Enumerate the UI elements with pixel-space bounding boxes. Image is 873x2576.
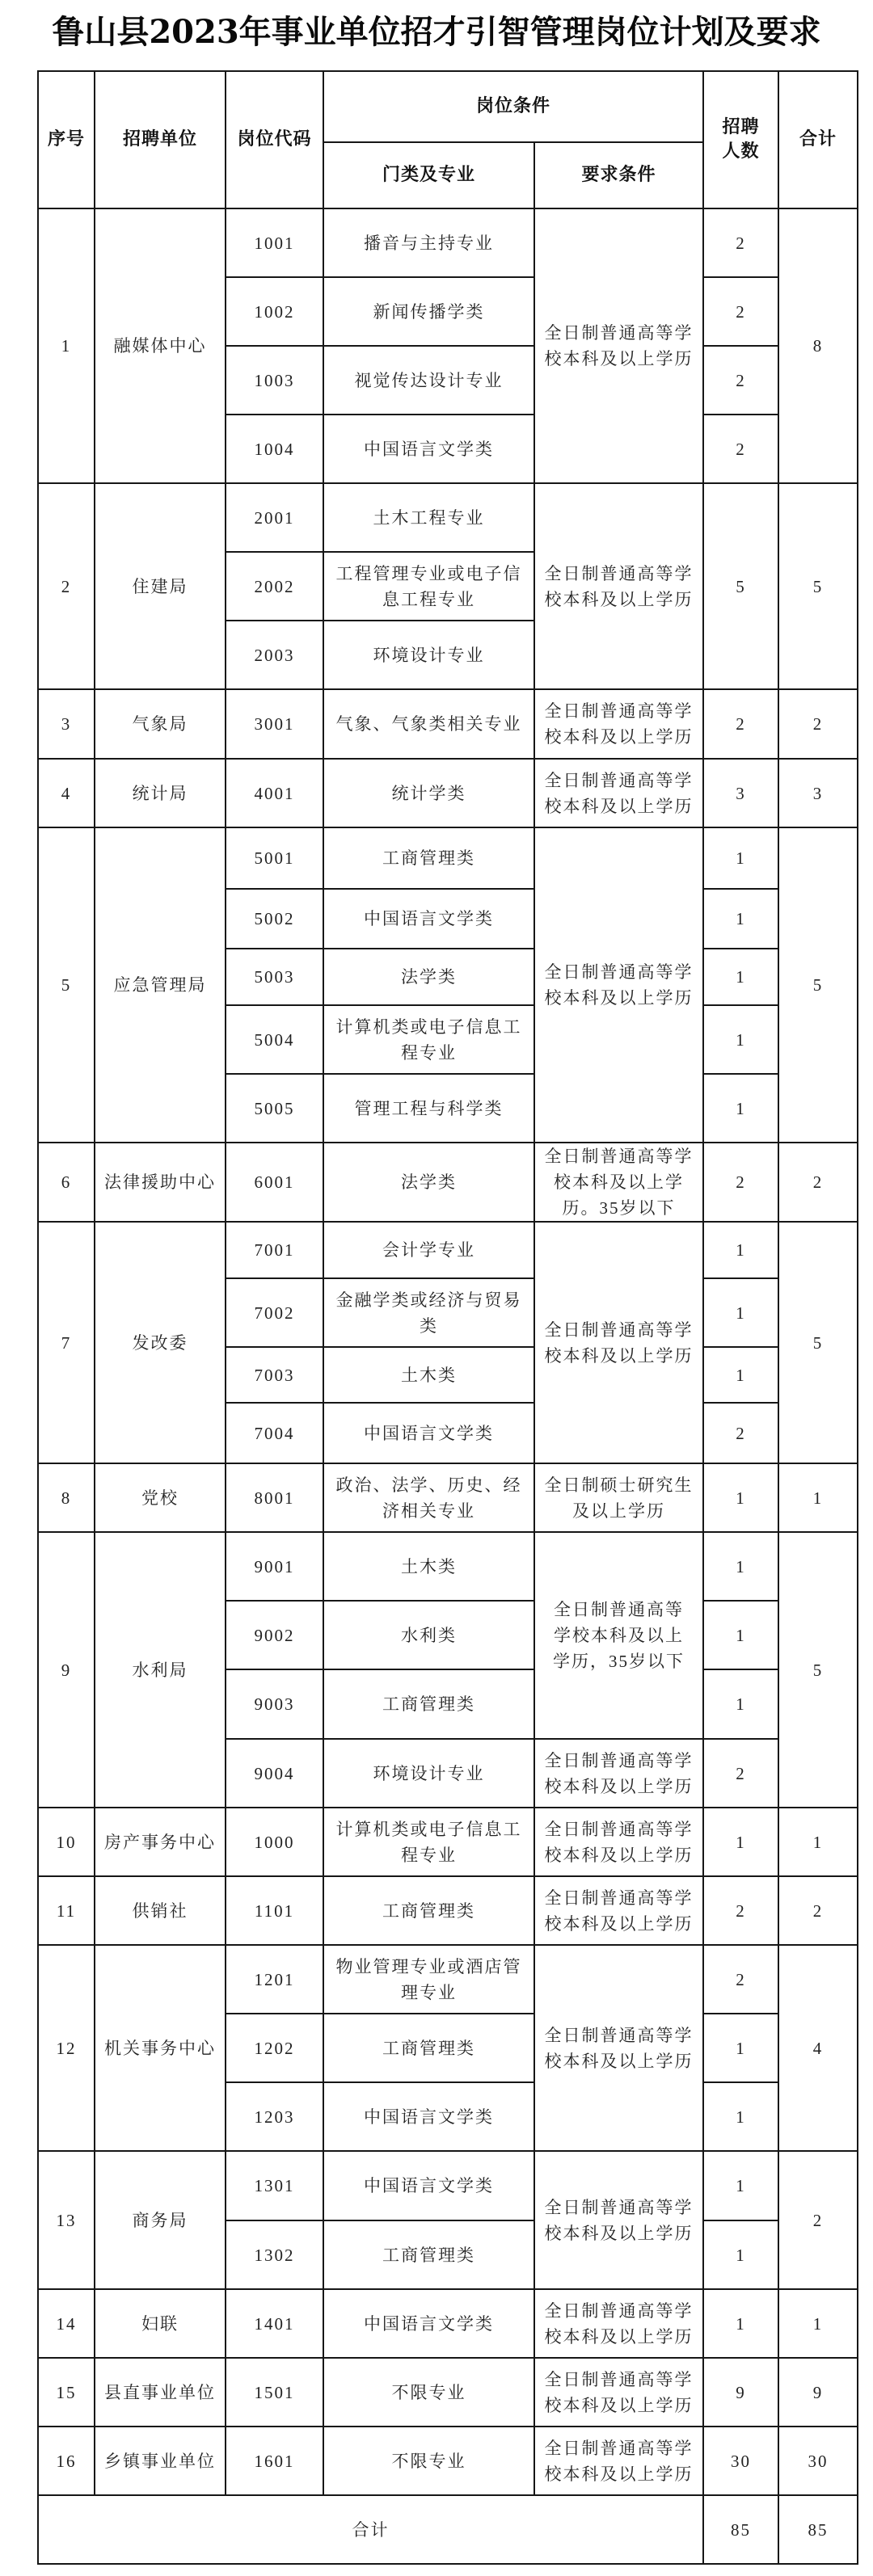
- position-major: 中国语言文学类: [323, 415, 534, 483]
- page-title: 鲁山县2023年事业单位招才引智管理岗位计划及要求: [52, 13, 821, 51]
- section-total: 2: [778, 1143, 858, 1222]
- header-seq: 序号: [38, 71, 95, 208]
- position-requirement: 全日制普通高等学校本科及以上学历: [534, 483, 703, 689]
- position-code: 7002: [226, 1278, 323, 1347]
- section-total: 1: [778, 1463, 858, 1532]
- section-seq: 9: [38, 1532, 95, 1808]
- position-count: 1: [703, 1074, 778, 1143]
- position-code: 5004: [226, 1005, 323, 1074]
- section-seq: 4: [38, 759, 95, 827]
- position-code: 1203: [226, 2082, 323, 2151]
- position-code: 9002: [226, 1601, 323, 1669]
- table-row: [38, 1143, 858, 1222]
- position-major: 工商管理类: [323, 2220, 534, 2289]
- grand-total-count: 85: [703, 2495, 778, 2564]
- position-count: 1: [703, 1278, 778, 1347]
- section-unit: 房产事务中心: [95, 1808, 226, 1876]
- section-total: 5: [778, 827, 858, 1143]
- section-total: 4: [778, 1945, 858, 2151]
- position-code: 4001: [226, 759, 323, 827]
- section-unit: 应急管理局: [95, 827, 226, 1143]
- position-major: 环境设计专业: [323, 1739, 534, 1808]
- position-major: 工商管理类: [323, 827, 534, 889]
- section-unit: 商务局: [95, 2151, 226, 2289]
- position-requirement: 全日制普通高等学校本科及以上学历: [534, 2358, 703, 2427]
- position-code: 1000: [226, 1808, 323, 1876]
- position-requirement: 全日制普通高等学校本科及以上学历: [534, 689, 703, 759]
- table-row: [38, 2427, 858, 2495]
- position-count: 1: [703, 1669, 778, 1739]
- position-count: 1: [703, 1601, 778, 1669]
- position-code: 5001: [226, 827, 323, 889]
- position-count: 2: [703, 346, 778, 415]
- position-major: 土木类: [323, 1532, 534, 1601]
- header-code: 岗位代码: [226, 71, 323, 208]
- position-requirement: 全日制普通高等学校本科及以上学历，35岁以下: [534, 1532, 703, 1739]
- position-count: 2: [703, 415, 778, 483]
- section-total: 9: [778, 2358, 858, 2427]
- table-row: [38, 689, 858, 759]
- position-count: 5: [703, 483, 778, 689]
- section-seq: 7: [38, 1222, 95, 1463]
- position-major: 管理工程与科学类: [323, 1074, 534, 1143]
- position-requirement: 全日制普通高等学校本科及以上学历。35岁以下: [534, 1143, 703, 1222]
- position-major: 播音与主持专业: [323, 208, 534, 277]
- position-count: 1: [703, 1005, 778, 1074]
- position-count: 1: [703, 1222, 778, 1278]
- position-major: 物业管理专业或酒店管理专业: [323, 1945, 534, 2014]
- position-major: 计算机类或电子信息工程专业: [323, 1808, 534, 1876]
- position-code: 1004: [226, 415, 323, 483]
- position-code: 1301: [226, 2151, 323, 2220]
- position-count: 1: [703, 2082, 778, 2151]
- position-count: 1: [703, 2151, 778, 2220]
- position-code: 9001: [226, 1532, 323, 1601]
- position-requirement: 全日制普通高等学校本科及以上学历: [534, 208, 703, 483]
- section-total: 1: [778, 2289, 858, 2358]
- position-count: 2: [703, 208, 778, 277]
- section-seq: 6: [38, 1143, 95, 1222]
- header-conditions: 岗位条件: [323, 71, 703, 142]
- section-unit: 机关事务中心: [95, 1945, 226, 2151]
- position-count: 1: [703, 949, 778, 1005]
- table-row: [38, 208, 858, 277]
- section-unit: 乡镇事业单位: [95, 2427, 226, 2495]
- header-count: 招聘人数: [703, 71, 778, 208]
- position-major: 计算机类或电子信息工程专业: [323, 1005, 534, 1074]
- position-count: 1: [703, 1347, 778, 1403]
- position-major: 工商管理类: [323, 1669, 534, 1739]
- position-major: 政治、法学、历史、经济相关专业: [323, 1463, 534, 1532]
- table-row: [38, 1532, 858, 1601]
- position-code: 2003: [226, 621, 323, 689]
- position-requirement: 全日制普通高等学校本科及以上学历: [534, 1945, 703, 2151]
- position-code: 5005: [226, 1074, 323, 1143]
- section-unit: 法律援助中心: [95, 1143, 226, 1222]
- section-total: 8: [778, 208, 858, 483]
- position-count: 3: [703, 759, 778, 827]
- section-seq: 16: [38, 2427, 95, 2495]
- section-total: 30: [778, 2427, 858, 2495]
- header-unit: 招聘单位: [95, 71, 226, 208]
- position-count: 1: [703, 2220, 778, 2289]
- grand-total-row: [38, 2495, 858, 2564]
- position-code: 9003: [226, 1669, 323, 1739]
- position-count: 1: [703, 2014, 778, 2082]
- position-major: 法学类: [323, 1143, 534, 1222]
- position-requirement: 全日制普通高等学校本科及以上学历: [534, 2151, 703, 2289]
- section-unit: 供销社: [95, 1876, 226, 1945]
- position-count: 1: [703, 889, 778, 949]
- position-requirement: 全日制普通高等学校本科及以上学历: [534, 827, 703, 1143]
- position-code: 2002: [226, 552, 323, 621]
- section-unit: 气象局: [95, 689, 226, 759]
- position-major: 金融学类或经济与贸易类: [323, 1278, 534, 1347]
- table-row: [38, 1876, 858, 1945]
- table-row: [38, 2151, 858, 2220]
- position-count: 2: [703, 277, 778, 346]
- header-requirement: 要求条件: [534, 142, 703, 208]
- section-seq: 8: [38, 1463, 95, 1532]
- table-header: [38, 71, 858, 208]
- grand-total-sum: 85: [778, 2495, 858, 2564]
- position-code: 1201: [226, 1945, 323, 2014]
- table-row: [38, 1463, 858, 1532]
- position-count: 1: [703, 1532, 778, 1601]
- recruitment-plan-table: [37, 70, 858, 2565]
- header-major: 门类及专业: [323, 142, 534, 208]
- position-major: 统计学类: [323, 759, 534, 827]
- position-count: 2: [703, 689, 778, 759]
- position-count: 1: [703, 2289, 778, 2358]
- section-unit: 妇联: [95, 2289, 226, 2358]
- position-count: 2: [703, 1945, 778, 2014]
- section-seq: 12: [38, 1945, 95, 2151]
- position-requirement: 全日制硕士研究生及以上学历: [534, 1463, 703, 1532]
- position-code: 2001: [226, 483, 323, 552]
- position-major: 视觉传达设计专业: [323, 346, 534, 415]
- section-unit: 发改委: [95, 1222, 226, 1463]
- position-major: 中国语言文学类: [323, 2151, 534, 2220]
- section-total: 3: [778, 759, 858, 827]
- grand-total-label: 合计: [38, 2495, 703, 2564]
- position-major: 土木工程专业: [323, 483, 534, 552]
- position-major: 工商管理类: [323, 2014, 534, 2082]
- position-requirement: 全日制普通高等学校本科及以上学历: [534, 759, 703, 827]
- table-row: [38, 1945, 858, 2014]
- position-code: 7001: [226, 1222, 323, 1278]
- section-unit: 融媒体中心: [95, 208, 226, 483]
- position-requirement: 全日制普通高等学校本科及以上学历: [534, 1739, 703, 1808]
- position-code: 6001: [226, 1143, 323, 1222]
- position-major: 工商管理类: [323, 1876, 534, 1945]
- position-code: 5003: [226, 949, 323, 1005]
- section-seq: 3: [38, 689, 95, 759]
- position-requirement: 全日制普通高等学校本科及以上学历: [534, 1876, 703, 1945]
- position-count: 30: [703, 2427, 778, 2495]
- section-total: 1: [778, 1808, 858, 1876]
- section-total: 5: [778, 483, 858, 689]
- position-code: 3001: [226, 689, 323, 759]
- section-total: 5: [778, 1222, 858, 1463]
- position-major: 水利类: [323, 1601, 534, 1669]
- position-count: 2: [703, 1739, 778, 1808]
- table-row: [38, 483, 858, 552]
- position-count: 1: [703, 827, 778, 889]
- section-seq: 1: [38, 208, 95, 483]
- position-major: 工程管理专业或电子信息工程专业: [323, 552, 534, 621]
- position-code: 5002: [226, 889, 323, 949]
- header-total: 合计: [778, 71, 858, 208]
- section-seq: 13: [38, 2151, 95, 2289]
- position-major: 新闻传播学类: [323, 277, 534, 346]
- section-seq: 10: [38, 1808, 95, 1876]
- position-major: 中国语言文学类: [323, 2289, 534, 2358]
- position-major: 不限专业: [323, 2427, 534, 2495]
- position-requirement: 全日制普通高等学校本科及以上学历: [534, 2427, 703, 2495]
- position-code: 1401: [226, 2289, 323, 2358]
- position-count: 2: [703, 1403, 778, 1463]
- position-code: 7003: [226, 1347, 323, 1403]
- position-major: 法学类: [323, 949, 534, 1005]
- position-code: 9004: [226, 1739, 323, 1808]
- position-code: 1501: [226, 2358, 323, 2427]
- position-requirement: 全日制普通高等学校本科及以上学历: [534, 1222, 703, 1463]
- position-requirement: 全日制普通高等学校本科及以上学历: [534, 1808, 703, 1876]
- position-major: 不限专业: [323, 2358, 534, 2427]
- section-seq: 15: [38, 2358, 95, 2427]
- position-count: 1: [703, 1808, 778, 1876]
- section-seq: 2: [38, 483, 95, 689]
- position-major: 环境设计专业: [323, 621, 534, 689]
- section-unit: 统计局: [95, 759, 226, 827]
- section-unit: 住建局: [95, 483, 226, 689]
- position-code: 1601: [226, 2427, 323, 2495]
- position-count: 2: [703, 1143, 778, 1222]
- position-code: 1202: [226, 2014, 323, 2082]
- section-total: 2: [778, 1876, 858, 1945]
- position-code: 1001: [226, 208, 323, 277]
- position-count: 1: [703, 1463, 778, 1532]
- position-requirement: 全日制普通高等学校本科及以上学历: [534, 2289, 703, 2358]
- section-total: 2: [778, 2151, 858, 2289]
- position-code: 1002: [226, 277, 323, 346]
- section-total: 2: [778, 689, 858, 759]
- position-major: 土木类: [323, 1347, 534, 1403]
- position-code: 7004: [226, 1403, 323, 1463]
- table-row: [38, 1222, 858, 1278]
- position-major: 中国语言文学类: [323, 2082, 534, 2151]
- position-code: 1101: [226, 1876, 323, 1945]
- table-row: [38, 827, 858, 889]
- table-row: [38, 2289, 858, 2358]
- position-code: 1302: [226, 2220, 323, 2289]
- section-unit: 党校: [95, 1463, 226, 1532]
- position-code: 1003: [226, 346, 323, 415]
- section-total: 5: [778, 1532, 858, 1808]
- section-seq: 14: [38, 2289, 95, 2358]
- section-unit: 水利局: [95, 1532, 226, 1808]
- position-major: 中国语言文学类: [323, 889, 534, 949]
- position-count: 9: [703, 2358, 778, 2427]
- position-count: 2: [703, 1876, 778, 1945]
- section-seq: 5: [38, 827, 95, 1143]
- table-row: [38, 1808, 858, 1876]
- position-major: 中国语言文学类: [323, 1403, 534, 1463]
- section-unit: 县直事业单位: [95, 2358, 226, 2427]
- table-row: [38, 759, 858, 827]
- position-major: 会计学专业: [323, 1222, 534, 1278]
- position-major: 气象、气象类相关专业: [323, 689, 534, 759]
- table-row: [38, 2358, 858, 2427]
- section-seq: 11: [38, 1876, 95, 1945]
- position-code: 8001: [226, 1463, 323, 1532]
